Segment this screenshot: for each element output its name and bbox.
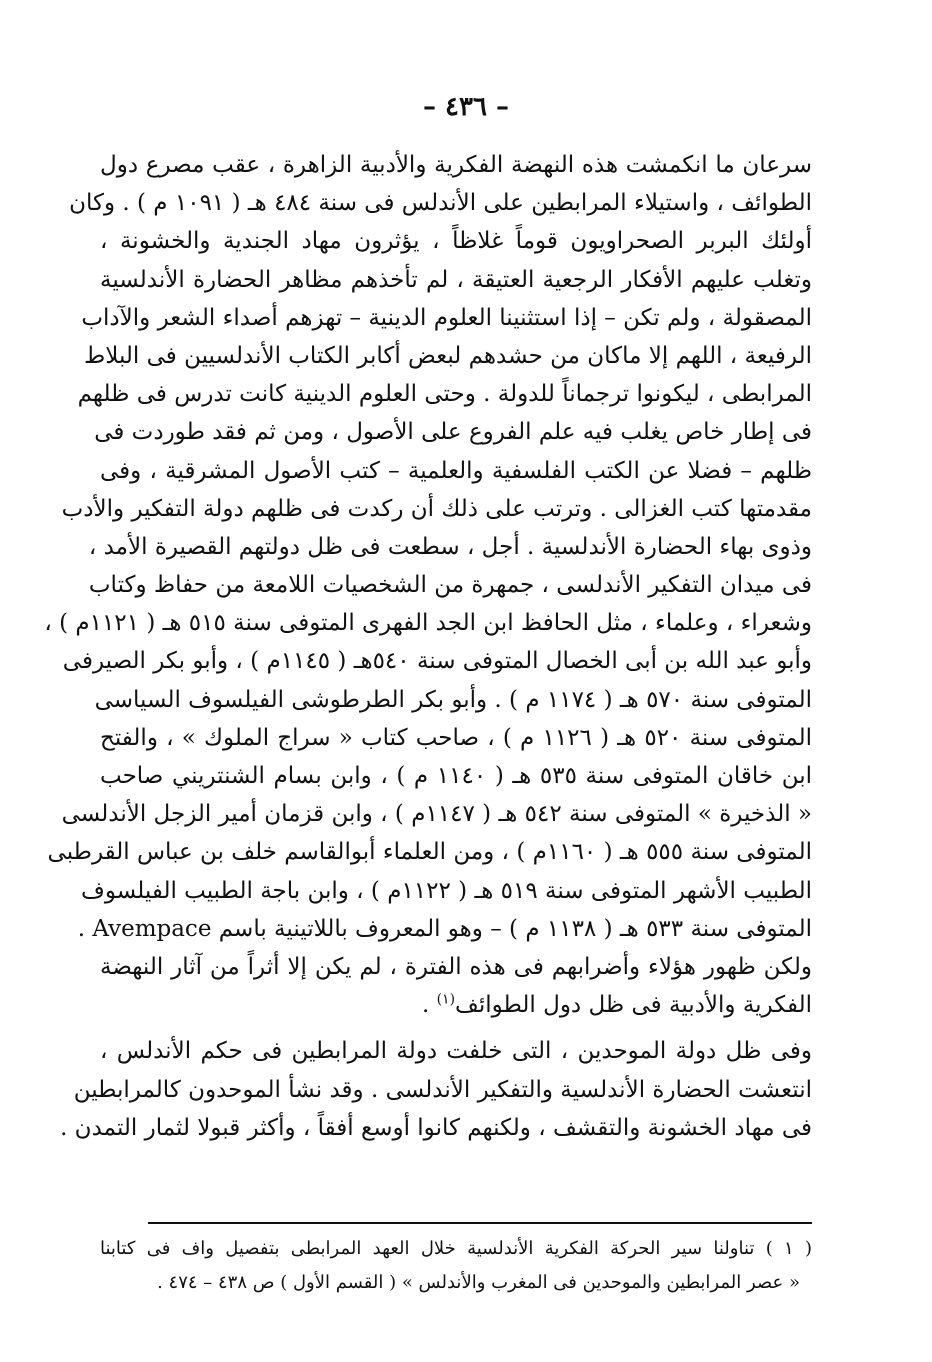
text-line-last: فى مهاد الخشونة والتقشف ، ولكنهم كانوا أوسع أفقاً ، وأكثر قبولا لثمار التمدن . [60,1114,812,1141]
text-line-fragment: . [421,992,437,1019]
text-line: وأبو عبد الله بن أبى الخصال المتوفى سنة ٥٤٠هـ ( ١١٤٥م ) ، وأبو بكر الصيرفى [62,648,812,675]
text-line: وتغلب عليهم الأفكار الرجعية العتيقة ، لم تأخذهم مظاهر الحضارة الأندلسية [100,266,812,293]
paragraph-2 [60,1032,812,1147]
text-line: فى ميدان التفكير الأندلسى ، جمهرة من الشخصيات اللامعة من حفاظ وكتاب [88,572,812,599]
text-line: فى إطار خاص يغلب فيه علم الفروع على الأصول ، ومن ثم فقد طوردت فى [94,419,812,446]
text-line: ابن خاقان المتوفى سنة ٥٣٥ هـ ( ١١٤٠ م ) ، وابن بسام الشنتريني صاحب [100,763,812,789]
text-line: المتوفى سنة ٥٧٠ هـ ( ١١٧٤ م ) . وأبو بكر الطرطوشى الفيلسوف السياسى [94,686,812,713]
main-text [44,146,812,1147]
text-line: المتوفى سنة ٥٢٠ هـ ( ١١٢٦ م ) ، صاحب كتاب « سراج الملوك » ، والفتح [100,724,812,751]
footnote-reference[interactable]: (١) [436,991,456,1008]
text-line: وفى ظل دولة الموحدين ، التى خلفت دولة المرابطين فى حكم الأندلس ، [100,1038,812,1065]
text-line: ظلهم – فضلا عن الكتب الفلسفية والعلمية – كتب الأصول المشرقية ، وفى [100,457,812,484]
text-line: « الذخيرة » المتوفى سنة ٥٤٢ هـ ( ١١٤٧م ) ، وابن قزمان أمير الزجل الأندلسى [61,801,812,828]
footnotes [100,1232,812,1300]
text-line: أولئك البربر الصحراويون قوماً غلاظاً ، يؤثرون مهاد الجندية والخشونة ، [100,228,812,255]
text-line: ولكن ظهور هؤلاء وأضرابهم فى هذه الفترة ، لم يكن إلا أثراً من آثار النهضة [100,953,812,980]
text-line: المصقولة ، ولم تكن – إذا استثنينا العلوم الدينية – تهزهم أصداء الشعر والآداب [81,304,812,331]
text-line: المتوفى سنة ٥٣٣ هـ ( ١١٣٨ م ) – وهو المعروف باللاتينية باسم Avempace . [77,915,812,942]
footnote-line: « عصر المرابطين والموحدين فى المغرب والأندلس » ( القسم الأول ) ص ٤٣٨ – ٤٧٤ . [157,1272,800,1293]
paragraph-1 [44,146,812,1024]
text-line: انتعشت الحضارة الأندلسية والتفكير الأندلسى . وقد نشأ الموحدون كالمرابطين [73,1076,812,1103]
text-line-last [100,986,812,1024]
text-line: المرابطى ، ليكونوا ترجماناً للدولة . وحتى العلوم الدينية كانت تدرس فى ظلهم [77,381,812,408]
text-line: مقدمتها كتب الغزالى . وترتب على ذلك أن ركدت فى ظلهم دولة التفكير والأدب [61,495,812,522]
text-line: سرعان ما انكمشت هذه النهضة الفكرية والأدبية الزاهرة ، عقب مصرع دول [100,152,812,178]
text-line: الطبيب الأشهر المتوفى سنة ٥١٩ هـ ( ١١٢٢م ) ، وابن باجة الطبيب الفيلسوف [81,877,812,904]
text-line: المتوفى سنة ٥٥٥ هـ ( ١١٦٠م ) ، ومن العلماء أبوالقاسم خلف بن عباس القرطبى [47,839,812,866]
text-line: الرفيعة ، اللهم إلا ماكان من حشدهم لبعض أكابر الكتاب الأندلسيين فى البلاط [83,342,812,369]
text-line-fragment: الفكرية والأدبية فى ظل دول الطوائف [455,992,812,1019]
text-line: وذوى بهاء الحضارة الأندلسية . أجل ، سطعت فى ظل دولتهم القصيرة الأمد ، [88,533,812,560]
paragraph-spacer [100,1024,812,1032]
text-line: وشعراء ، وعلماء ، مثل الحافظ ابن الجد الفهرى المتوفى سنة ٥١٥ هـ ( ١١٢١م ) ، [44,610,812,637]
footnote-line: ( ١ ) تناولنا سير الحركة الفكرية الأندلسية خلال العهد المرابطى بتفصيل واف فى كتابنا [100,1238,812,1259]
text-line: الطوائف ، واستيلاء المرابطين على الأندلس فى سنة ٤٨٤ هـ ( ١٠٩١ م ) . وكان [69,190,812,217]
page-number: – ٤٣٦ – [422,92,510,122]
footnote-divider [148,1222,812,1224]
